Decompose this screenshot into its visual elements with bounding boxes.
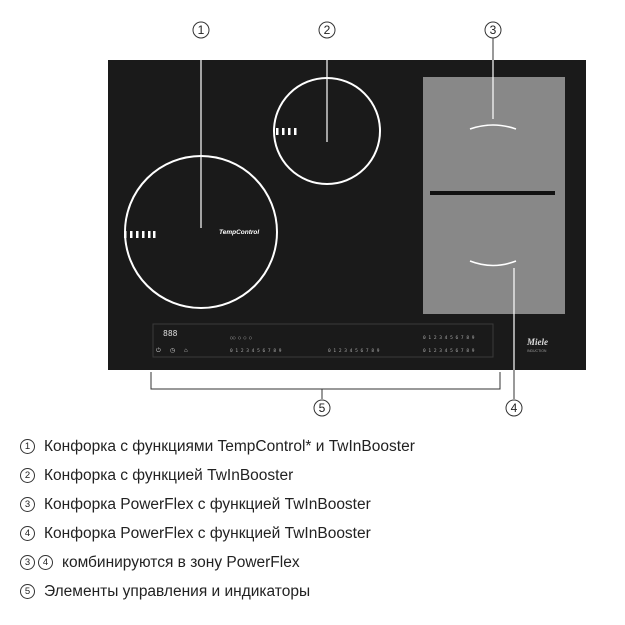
legend-text: Конфорка с функцией TwInBooster — [44, 466, 294, 484]
powerflex-zone — [423, 77, 565, 314]
legend-number: 3 — [20, 555, 35, 570]
burner-indicator-small: ○○ ○ ○ ○ — [230, 336, 252, 341]
legend-number: 4 — [20, 526, 35, 541]
callout-5-number: 5 — [318, 401, 326, 415]
legend-item-4 — [20, 519, 610, 548]
brand-sub: INDUCTION — [527, 349, 547, 353]
scale-zone-left: 0 1 2 3 4 5 6 7 8 9 — [230, 349, 282, 354]
legend-number: 3 — [20, 497, 35, 512]
callout-1-number: 1 — [197, 23, 205, 37]
brand-logo: Miele — [527, 337, 548, 347]
legend-text: комбинируются в зону PowerFlex — [62, 553, 300, 571]
temp-control-label: TempControl — [219, 229, 260, 236]
legend-text: Конфорка PowerFlex с функцией TwInBooster — [44, 495, 371, 513]
lock-icon: ⌂ — [184, 348, 188, 354]
legend-text: Конфорка PowerFlex с функцией TwInBooster — [44, 524, 371, 542]
legend-number: 1 — [20, 439, 35, 454]
legend-item-6 — [20, 577, 610, 606]
scale-zone-right-top: 0 1 2 3 4 5 6 7 8 9 — [423, 336, 475, 341]
callout-3-number: 3 — [489, 23, 497, 37]
timer-icon: ◷ — [170, 348, 176, 354]
legend-item-1 — [20, 432, 610, 461]
callout-5-bracket — [151, 372, 500, 389]
scale-zone-right-bottom: 0 1 2 3 4 5 6 7 8 9 — [423, 349, 475, 354]
legend-item-2 — [20, 461, 610, 490]
legend-text: Конфорка с функциями TempControl* и TwInBooster — [44, 437, 415, 455]
timer-display: 888 — [163, 329, 178, 338]
legend — [20, 432, 610, 606]
scale-zone-mid: 0 1 2 3 4 5 6 7 8 9 — [328, 349, 380, 354]
legend-number: 2 — [20, 468, 35, 483]
power-icon: ⏻ — [156, 348, 161, 354]
legend-item-5 — [20, 548, 610, 577]
legend-number: 5 — [20, 584, 35, 599]
legend-number: 4 — [38, 555, 53, 570]
callout-2-number: 2 — [323, 23, 331, 37]
legend-text: Элементы управления и индикаторы — [44, 582, 311, 600]
legend-item-3 — [20, 490, 610, 519]
callout-4-number: 4 — [510, 401, 518, 415]
